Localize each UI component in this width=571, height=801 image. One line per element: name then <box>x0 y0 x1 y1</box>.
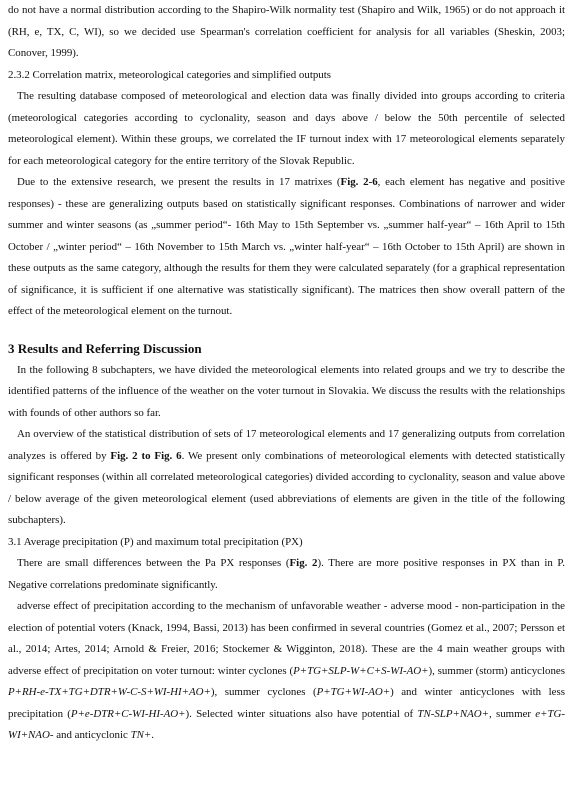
paragraph-intro-text: do not have a normal distribution according to the Shapiro-Wilk normality test (Shapiro and Wilk, 1965) or do not approach it (RH, e, TX, C, WI), so we decided use Spearman's correlation coefficient for analysis for all variables (Sheskin, 2003; Conover, 1999). <box>8 4 565 59</box>
heading-3-1: 3.1 Average precipitation (P) and maximum total precipitation (PX) <box>8 535 303 548</box>
paragraph-3-b <box>8 424 565 532</box>
text-span: ). Selected winter situations also have potential of <box>185 707 418 720</box>
formula-summer: e+TG-WI+NAO- <box>8 707 565 741</box>
paragraph-intro <box>8 0 565 65</box>
formula-anticyclonic: TN+ <box>130 729 152 741</box>
formula-summer-cyclones: P+TG+WI-AO+ <box>316 686 391 698</box>
paragraph-3-a: In the following 8 subchapters, we have divided the meteorological elements into related groups and we try to describe the identified patterns of the influence of the weather on the voter turnout in Slovakia. We discuss the results with the relationships with founds of other authors so far. <box>8 363 565 419</box>
text-span: adverse effect of precipitation according to the mechanism of unfavorable weather - adverse mood - non-participation in the election of potential voters (Knack, 1994, Bassi, 2013) has been confirmed in several countries (Gomez et al., 2007; Persson et al., 2014; Artes, 2014; Arnold & Freier, 2016; Stockemer & Wigginton, 2018). These are the 4 main weather groups with adverse effect of precipitation on voter turnout: winter cyclones ( <box>8 600 565 677</box>
text-span: , summer <box>489 707 536 720</box>
figure-reference: Fig. 2 <box>289 557 318 569</box>
text-span: Due to the extensive research, we present the results in 17 matrixes ( <box>17 176 341 188</box>
text-span: ) and winter anticyclones with less precipitation ( <box>8 686 565 720</box>
formula-winter-anticyclones: P+e-DTR+C-WI-HI-AO+ <box>70 707 186 720</box>
paragraph-2-3-2-b <box>8 172 565 323</box>
text-span: ). There are more positive responses in PX than in P. Negative correlations predominate significantly. <box>8 557 565 591</box>
figure-reference: Fig. 2 to Fig. 6 <box>110 449 182 462</box>
text-span: ), summer (storm) anticyclones <box>428 664 565 677</box>
figure-reference: Fig. 2-6 <box>340 176 378 188</box>
text-span: ), summer cyclones ( <box>210 686 317 698</box>
formula-winter-cyclones: P+TG+SLP-W+C+S-WI-AO+ <box>293 664 429 677</box>
paragraph-2-3-2-a: The resulting database composed of meteorological and election data was finally divided into groups according to criteria (meteorological categories according to cyclonality, season and days above / below the 50th percentile of selected meteorological element). Within these groups, we correlated the IF turnout index with 17 meteorological elements separately for each meteorological category for the entire territory of the Slovak Republic. <box>8 90 565 167</box>
text-span: and anticyclonic <box>53 729 131 741</box>
text-span: . <box>151 729 154 741</box>
paragraph-3-1-b <box>8 596 565 747</box>
document-page <box>8 0 565 747</box>
text-span: . We present only combinations of meteorological elements with detected statistically significant responses (within all correlated meteorological categories) divided according to cyclonality, season and value above / below average of the given meteorological element (used abbreviations of elements are given in the title of the following subchapters). <box>8 449 566 526</box>
heading-section-3: 3 Results and Referring Discussion <box>8 340 202 356</box>
text-span: There are small differences between the Pa PX responses ( <box>17 557 290 569</box>
formula-winter-situations: TN-SLP+NAO+ <box>417 707 489 720</box>
text-span: An overview of the statistical distribution of sets of 17 meteorological elements and 17 generalizing outputs from correlation analyzes is offered by <box>8 428 565 462</box>
text-span: , each element has negative and positive responses) - these are generalizing outputs based on statistically significant responses. Combinations of narrower and wider summer and winter seasons (as „summer period“- 16th May to 15th September vs. „summer half-year“ – 16th April to 15th October / „winter period“ – 16th November to 15th March vs. „winter half-year“ – 16th October to 15th April) are shown in these outputs as the same category, although the results for them they were calculated separately (for a graphical representation of significance, it is sufficient if one alternative was statistically significant). The matrices then show overall pattern of the effect of the meteorological element on the turnout. <box>8 176 565 317</box>
formula-summer-anticyclones: P+RH-e-TX+TG+DTR+W-C-S+WI-HI+AO+ <box>8 686 211 698</box>
heading-2-3-2: 2.3.2 Correlation matrix, meteorological categories and simplified outputs <box>8 68 332 81</box>
paragraph-3-1-a <box>8 553 565 596</box>
